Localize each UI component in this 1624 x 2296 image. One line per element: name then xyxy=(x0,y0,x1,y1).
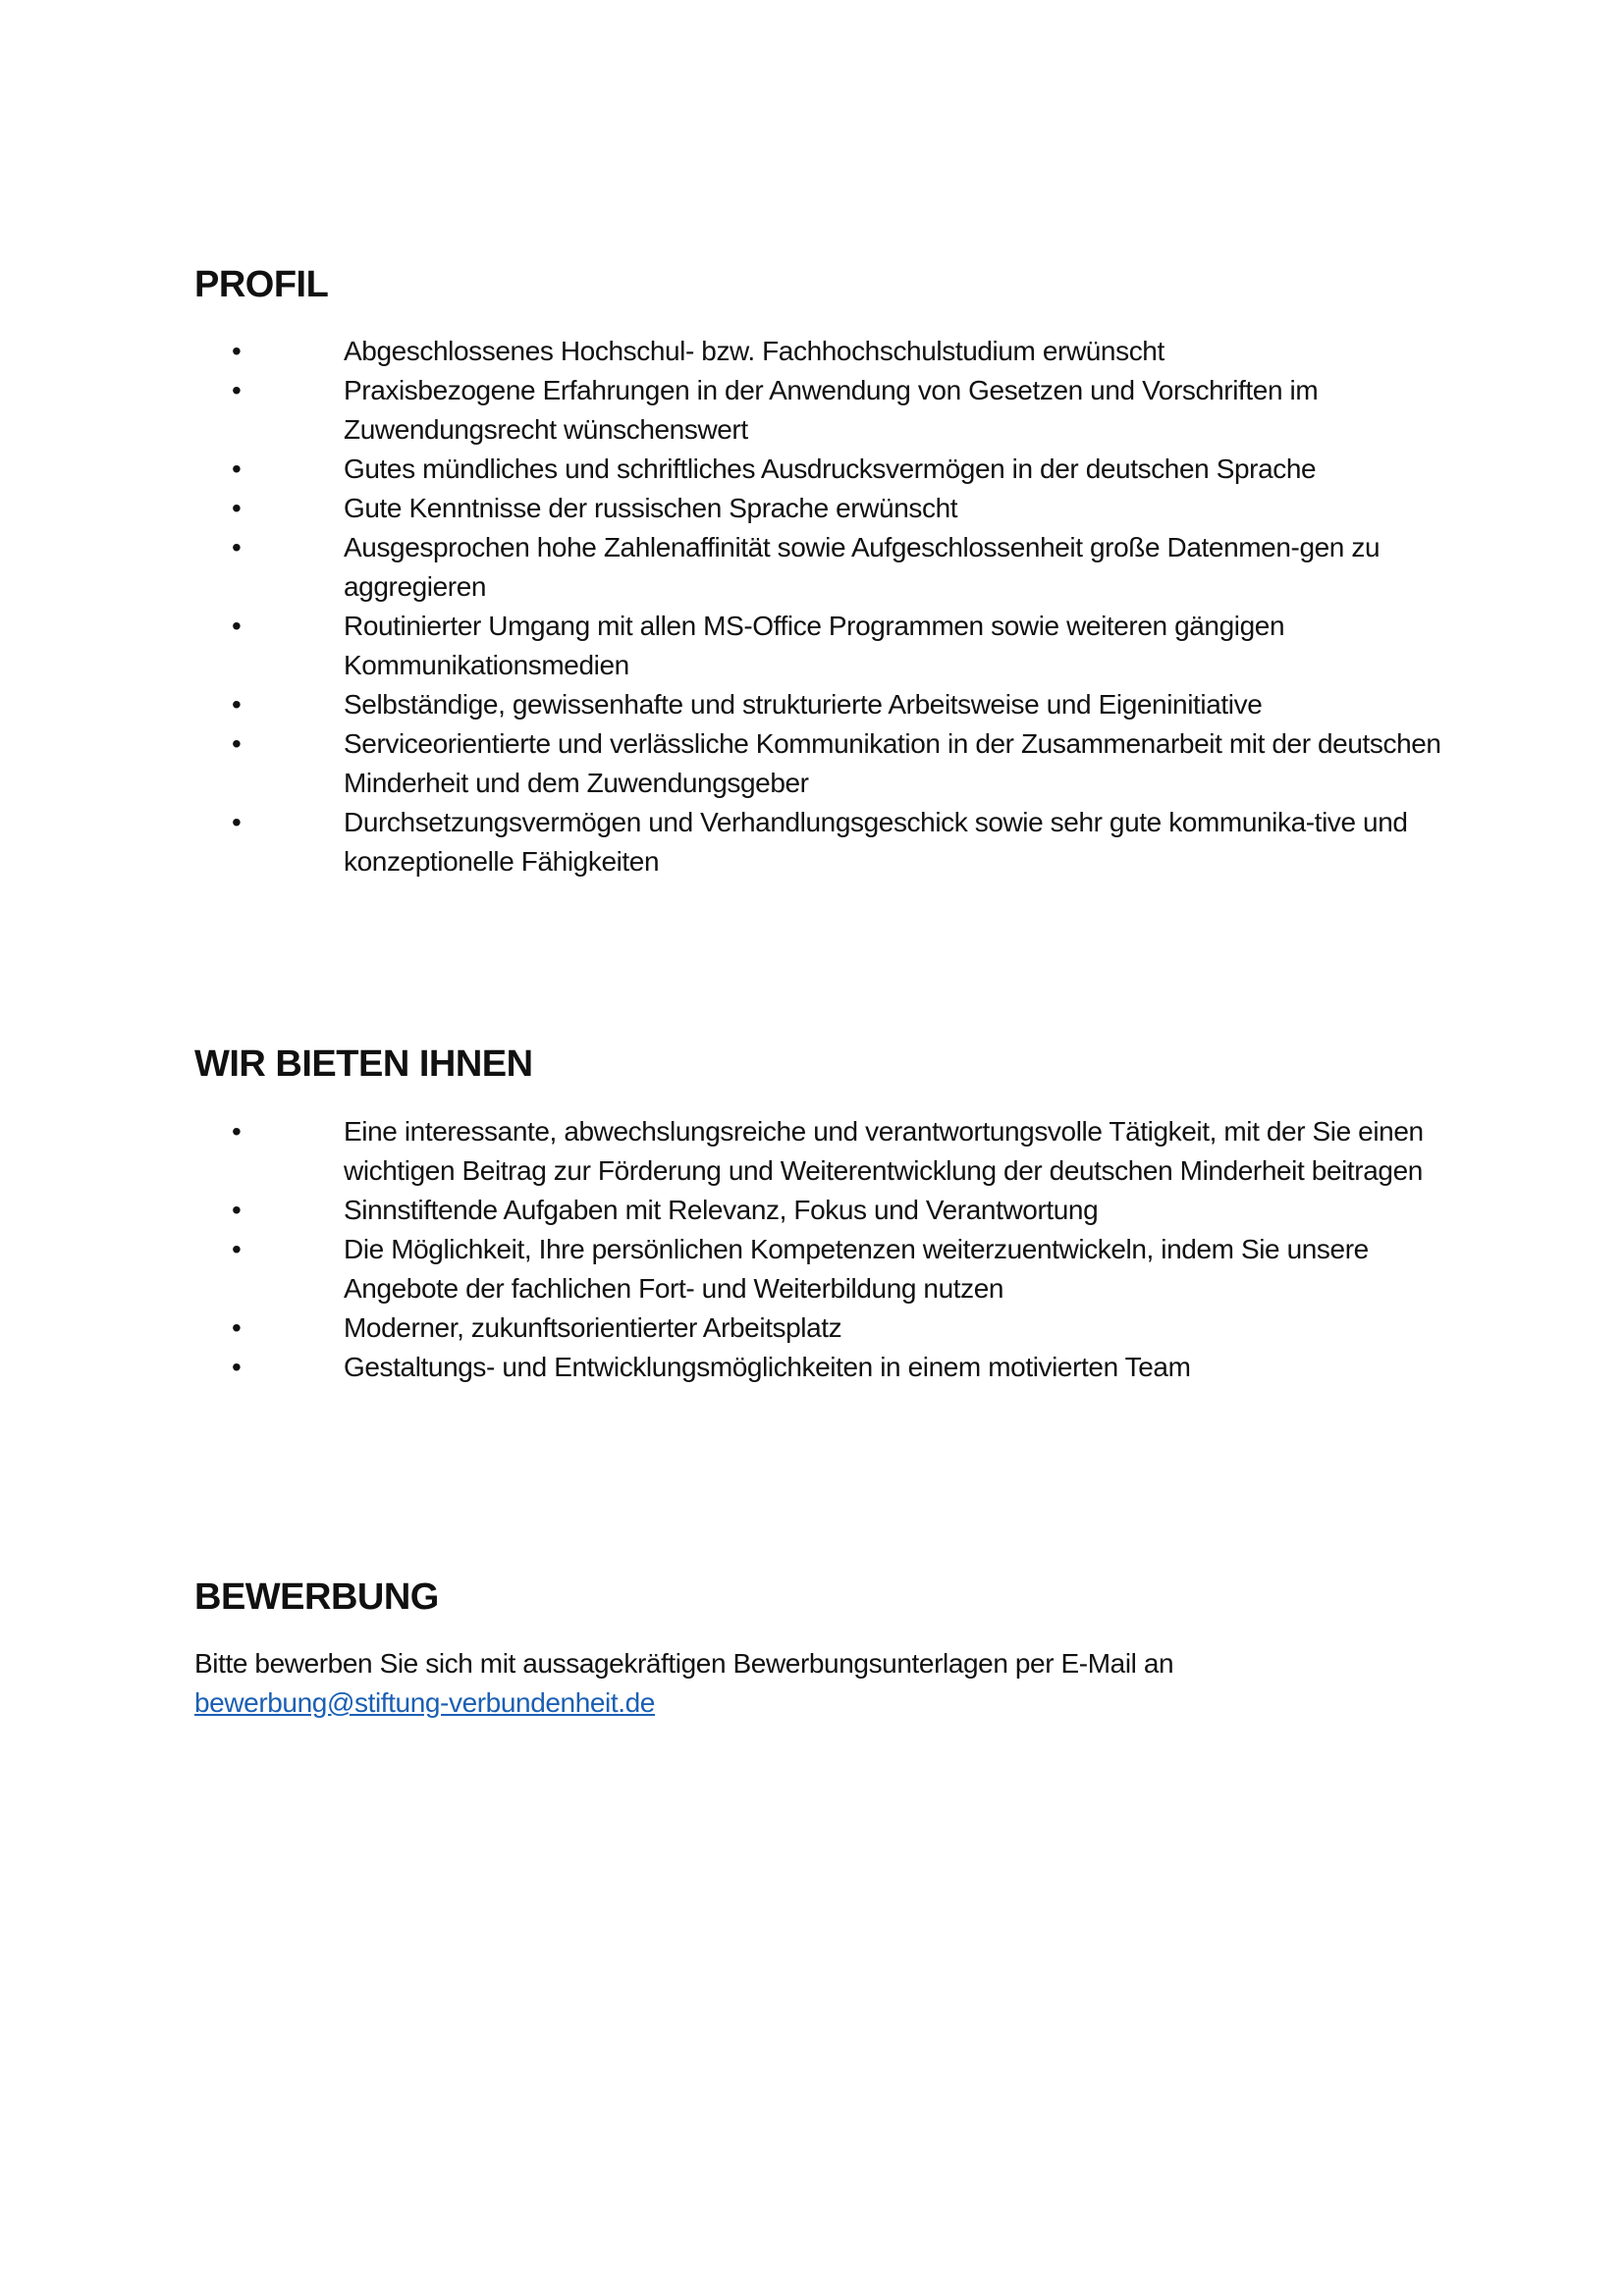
list-item xyxy=(0,528,1443,607)
list-item xyxy=(0,1112,1443,1191)
profil-list xyxy=(0,332,1624,881)
bullet-icon: • xyxy=(232,1234,242,1264)
list-item xyxy=(0,1191,1443,1230)
list-item-text: Serviceorientierte und verlässliche Kommunikation in der Zusammenarbeit mit der deutschen Minderheit und dem Zuwendungsgeber xyxy=(344,728,1441,798)
list-item-text: Selbständige, gewissenhafte und strukturierte Arbeitsweise und Eigeninitiative xyxy=(344,689,1263,720)
bullet-icon: • xyxy=(232,1116,242,1147)
bullet-icon: • xyxy=(232,1312,242,1343)
bullet-icon: • xyxy=(232,375,242,405)
section-heading-bewerbung: BEWERBUNG xyxy=(194,1576,439,1618)
bullet-icon: • xyxy=(232,728,242,759)
email-link[interactable]: bewerbung@stiftung-verbundenheit.de xyxy=(194,1687,655,1718)
list-item-text: Gute Kenntnisse der russischen Sprache erwünscht xyxy=(344,493,958,523)
list-item xyxy=(0,607,1443,685)
bullet-icon: • xyxy=(232,1195,242,1225)
list-item xyxy=(0,450,1443,489)
list-item-text: Ausgesprochen hohe Zahlenaffinität sowie Aufgeschlossenheit große Datenmen-gen zu aggregieren xyxy=(344,532,1380,602)
section-heading-angebot: WIR BIETEN IHNEN xyxy=(194,1043,533,1085)
bullet-icon: • xyxy=(232,532,242,562)
list-item-text: Moderner, zukunftsorientierter Arbeitsplatz xyxy=(344,1312,842,1343)
list-item-text: Durchsetzungsvermögen und Verhandlungsgeschick sowie sehr gute kommunika-tive und konzeptionelle Fähigkeiten xyxy=(344,807,1408,877)
bullet-icon: • xyxy=(232,493,242,523)
list-item xyxy=(0,1308,1443,1348)
list-item xyxy=(0,803,1443,881)
list-item-text: Gestaltungs- und Entwicklungsmöglichkeiten in einem motivierten Team xyxy=(344,1352,1191,1382)
bullet-icon: • xyxy=(232,611,242,641)
list-item-text: Praxisbezogene Erfahrungen in der Anwendung von Gesetzen und Vorschriften im Zuwendungsrecht wünschenswert xyxy=(344,375,1319,445)
angebot-list xyxy=(0,1112,1624,1387)
list-item xyxy=(0,371,1443,450)
list-item-text: Abgeschlossenes Hochschul- bzw. Fachhochschulstudium erwünscht xyxy=(344,336,1164,366)
list-item-text: Eine interessante, abwechslungsreiche und verantwortungsvolle Tätigkeit, mit der Sie einen wichtigen Beitrag zur Förderung und Weiterentwicklung der deutschen Minderheit beitragen xyxy=(344,1116,1424,1186)
list-item-text: Gutes mündliches und schriftliches Ausdrucksvermögen in der deutschen Sprache xyxy=(344,454,1317,484)
list-item-text: Sinnstiftende Aufgaben mit Relevanz, Fokus und Verantwortung xyxy=(344,1195,1099,1225)
bullet-icon: • xyxy=(232,454,242,484)
application-instructions: Bitte bewerben Sie sich mit aussagekräftigen Bewerbungsunterlagen per E-Mail an xyxy=(194,1648,1174,1679)
list-item xyxy=(0,1348,1443,1387)
list-item xyxy=(0,685,1443,724)
section-heading-profil: PROFIL xyxy=(194,264,329,305)
list-item-text: Routinierter Umgang mit allen MS-Office Programmen sowie weiteren gängigen Kommunikationsmedien xyxy=(344,611,1285,680)
list-item xyxy=(0,724,1443,803)
bullet-icon: • xyxy=(232,1352,242,1382)
list-item-text: Die Möglichkeit, Ihre persönlichen Kompetenzen weiterzuentwickeln, indem Sie unsere Angebote der fachlichen Fort- und Weiterbildung nutzen xyxy=(344,1234,1369,1304)
list-item xyxy=(0,332,1443,371)
list-item xyxy=(0,1230,1443,1308)
bullet-icon: • xyxy=(232,689,242,720)
bullet-icon: • xyxy=(232,807,242,837)
application-text xyxy=(194,1644,1373,1723)
bullet-icon: • xyxy=(232,336,242,366)
list-item xyxy=(0,489,1443,528)
